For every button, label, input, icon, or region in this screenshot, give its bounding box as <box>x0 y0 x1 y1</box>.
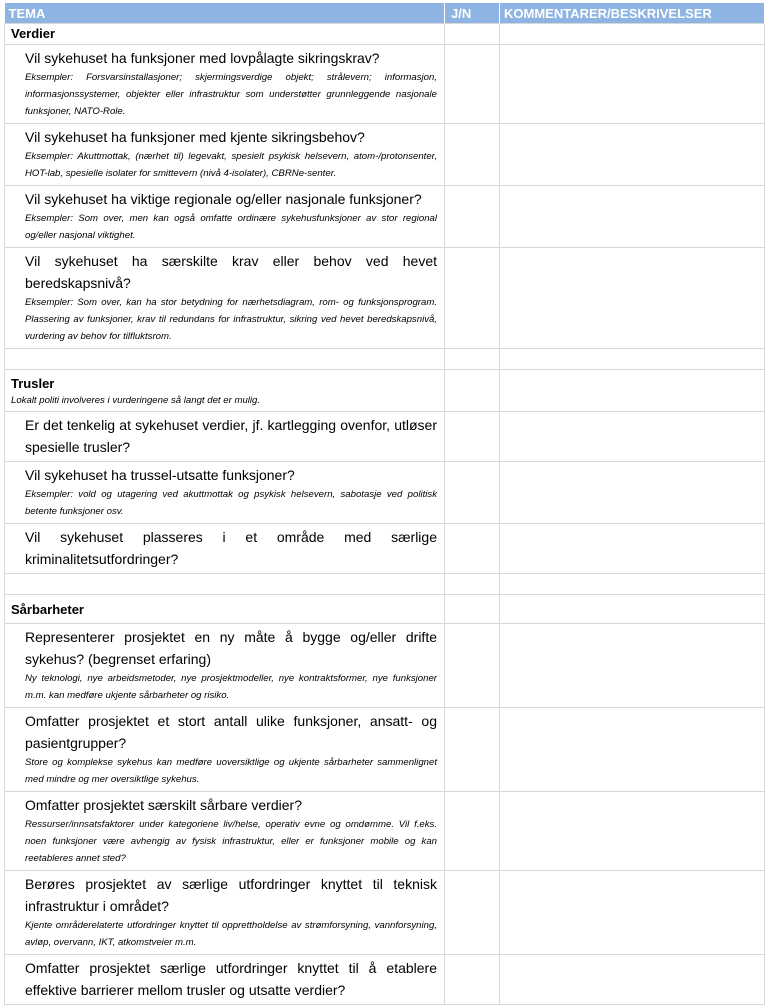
question-text: Er det tenkelig at sykehuset verdier, jf. kartlegging ovenfor, utløser spesielle trusler? <box>25 417 437 455</box>
question-row <box>5 462 765 524</box>
question-text: Omfatter prosjektet et stort antall ulike funksjoner, ansatt- og pasientgrupper? <box>25 713 437 751</box>
jn-cell[interactable] <box>445 792 500 871</box>
comment-cell[interactable] <box>500 349 765 370</box>
question-row <box>5 792 765 871</box>
comment-cell[interactable] <box>500 248 765 349</box>
jn-cell[interactable] <box>445 370 500 412</box>
table-header-row <box>5 3 765 24</box>
section-row <box>5 595 765 624</box>
comment-cell[interactable] <box>500 412 765 462</box>
example-text: Eksempler: vold og utagering ved akuttmottak og psykisk helsevern, sabotasje ved politisk betente funksjoner osv. <box>25 489 437 517</box>
header-jn: J/N <box>445 3 500 24</box>
jn-cell[interactable] <box>445 524 500 574</box>
question-text: Omfatter prosjektet særskilt sårbare verdier? <box>25 797 302 813</box>
example-text: Ressurser/innsatsfaktorer under kategoriene liv/helse, operativ evne og omdømme. Vil f.eks. noen funksjoner være avhengig av fysisk infrastruktur, eller er funksjoner mobile og kan reetableres annet sted? <box>25 819 437 864</box>
comment-cell[interactable] <box>500 955 765 1005</box>
question-text: Omfatter prosjektet særlige utfordringer knyttet til å etablere effektive barrierer mellom trusler og utsatte verdier? <box>25 960 437 998</box>
comment-cell[interactable] <box>500 524 765 574</box>
comment-cell[interactable] <box>500 462 765 524</box>
question-text: Vil sykehuset ha trussel-utsatte funksjoner? <box>25 467 295 483</box>
question-row <box>5 708 765 792</box>
example-text: Eksempler: Akuttmottak, (nærhet til) legevakt, spesielt psykisk helsevern, atom-/protonsenter, HOT-lab, spesielle isolater for smittevern (nivå 4-isolater), CBRNe-senter. <box>25 151 437 179</box>
blank-cell[interactable] <box>5 349 445 370</box>
example-text: Eksempler: Forsvarsinstallasjoner; skjermingsverdige objekt; strålevern; informasjon, informasjonssystemer, objekter eller infrastruktur som understøtter grunnleggende nasjonale funksjoner, NATO-Role. <box>25 72 437 117</box>
question-row <box>5 45 765 124</box>
question-text: Vil sykehuset ha funksjoner med kjente sikringsbehov? <box>25 129 365 145</box>
question-row <box>5 624 765 708</box>
question-text: Vil sykehuset ha særskilte krav eller behov ved hevet beredskapsnivå? <box>25 253 437 291</box>
jn-cell[interactable] <box>445 595 500 624</box>
question-text: Vil sykehuset ha viktige regionale og/eller nasjonale funksjoner? <box>25 191 422 207</box>
section-title-trusler: Trusler <box>11 376 55 391</box>
header-tema: TEMA <box>5 3 445 24</box>
jn-cell[interactable] <box>445 349 500 370</box>
jn-cell[interactable] <box>445 24 500 45</box>
blank-cell[interactable] <box>5 574 445 595</box>
jn-cell[interactable] <box>445 955 500 1005</box>
question-text: Vil sykehuset plasseres i et område med særlige kriminalitetsutfordringer? <box>25 529 437 567</box>
question-text: Representerer prosjektet en ny måte å bygge og/eller drifte sykehus? (begrenset erfaring) <box>25 629 437 667</box>
example-text: Store og komplekse sykehus kan medføre uoversiktlige og ukjente sårbarheter sammenlignet med mindre og mer oversiktlige sykehus. <box>25 757 437 785</box>
question-row <box>5 871 765 955</box>
jn-cell[interactable] <box>445 574 500 595</box>
question-row <box>5 524 765 574</box>
question-row <box>5 124 765 186</box>
comment-cell[interactable] <box>500 871 765 955</box>
jn-cell[interactable] <box>445 871 500 955</box>
section-note: Lokalt politi involveres i vurderingene så langt det er mulig. <box>11 395 261 406</box>
jn-cell[interactable] <box>445 624 500 708</box>
comment-cell[interactable] <box>500 792 765 871</box>
question-row <box>5 248 765 349</box>
jn-cell[interactable] <box>445 412 500 462</box>
assessment-table <box>4 3 765 1005</box>
question-text: Vil sykehuset ha funksjoner med lovpålagte sikringskrav? <box>25 50 380 66</box>
question-text: Berøres prosjektet av særlige utfordringer knyttet til teknisk infrastruktur i området? <box>25 876 437 914</box>
example-text: Eksempler: Som over, kan ha stor betydning for nærhetsdiagram, rom- og funksjonsprogram. Plassering av funksjoner, krav til redundans for infrastruktur, sikring ved hevet beredskapsnivå, vurdering av behov for tilfluktsrom. <box>25 297 437 342</box>
jn-cell[interactable] <box>445 248 500 349</box>
comment-cell[interactable] <box>500 624 765 708</box>
section-title-verdier: Verdier <box>11 26 56 41</box>
jn-cell[interactable] <box>445 124 500 186</box>
header-kommentarer: KOMMENTARER/BESKRIVELSER <box>500 3 765 24</box>
comment-cell[interactable] <box>500 24 765 45</box>
question-row <box>5 955 765 1005</box>
question-row <box>5 412 765 462</box>
section-title-sarbarheter: Sårbarheter <box>11 602 84 617</box>
comment-cell[interactable] <box>500 186 765 248</box>
comment-cell[interactable] <box>500 708 765 792</box>
question-row <box>5 186 765 248</box>
jn-cell[interactable] <box>445 462 500 524</box>
section-row <box>5 370 765 412</box>
jn-cell[interactable] <box>445 186 500 248</box>
example-text: Eksempler: Som over, men kan også omfatte ordinære sykehusfunksjoner av stor regional og/eller nasjonal viktighet. <box>25 213 437 241</box>
section-row <box>5 24 765 45</box>
jn-cell[interactable] <box>445 708 500 792</box>
comment-cell[interactable] <box>500 574 765 595</box>
example-text: Kjente områderelaterte utfordringer knyttet til opprettholdelse av strømforsyning, vannforsyning, avløp, overvann, IKT, atkomstveier m.m. <box>25 920 437 948</box>
comment-cell[interactable] <box>500 595 765 624</box>
jn-cell[interactable] <box>445 45 500 124</box>
comment-cell[interactable] <box>500 45 765 124</box>
blank-row <box>5 574 765 595</box>
comment-cell[interactable] <box>500 370 765 412</box>
comment-cell[interactable] <box>500 124 765 186</box>
blank-row <box>5 349 765 370</box>
example-text: Ny teknologi, nye arbeidsmetoder, nye prosjektmodeller, nye kontraktsformer, nye funksjoner m.m. kan medføre ukjente sårbarheter og risiko. <box>25 673 437 701</box>
